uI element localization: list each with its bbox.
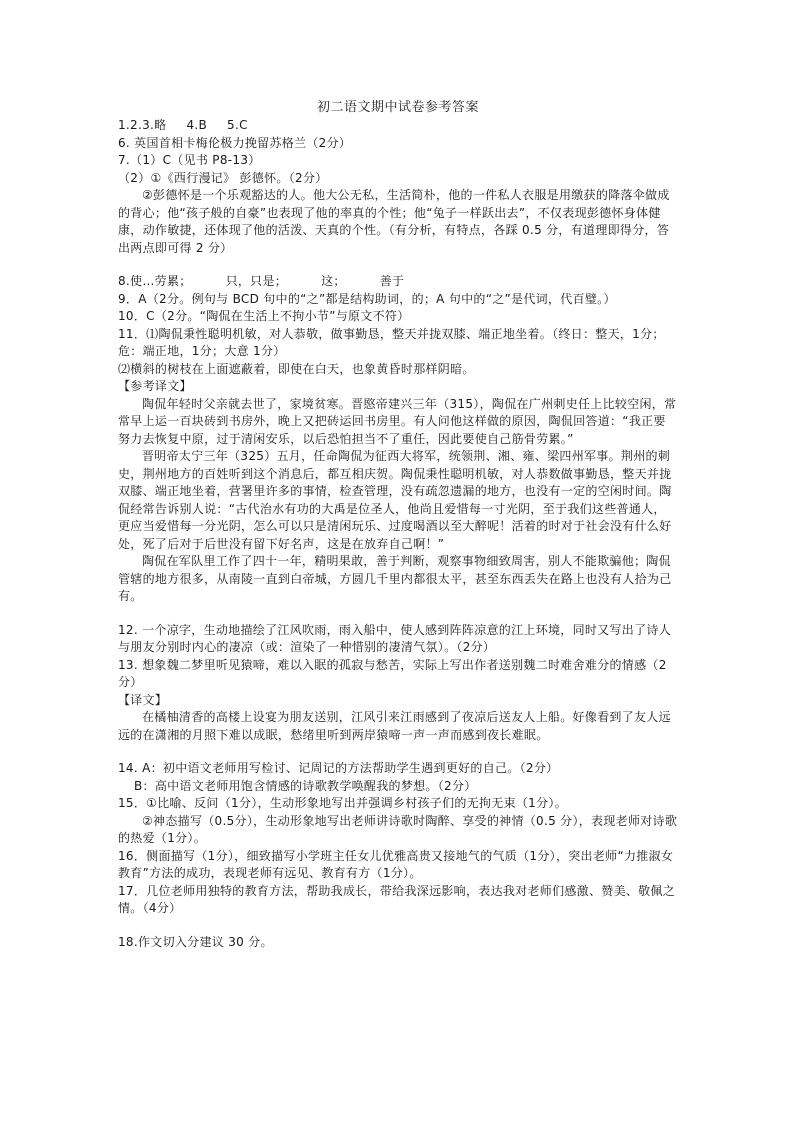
page-title: 初二语文期中试卷参考答案 [316,100,479,115]
answer-1-3: 1.2.3.略 [118,118,167,132]
reference-paragraph-1: 陶侃年轻时父亲就去世了，家境贫寒。晋愍帝建兴三年（315），陶侃在广州刺史任上比较空闲，常常早上运一百块砖到书房外，晚上又把砖运回书房里。有人问他这样做的原因，陶侃回答道：“我正要努力去恢复中原，过于清闲安乐，以后恐怕担当不了重任，因此要使自己筋骨劳累。” [118,396,677,446]
answer-8 [118,273,678,291]
answer-sheet [118,96,678,951]
answer-8-c: 这； [321,274,346,288]
answer-16: 16．侧面描写（1分），细致描写小学班主任女儿优雅高贵又接地气的气质（1分），突出老师“力推淑女教育”方法的成功，表现老师有远见、教育有方（1分）。 [118,848,674,880]
answer-7-2-detail: ②彭德怀是一个乐观豁达的人。他大公无私，生活简朴，他的一件私人衣服是用缴获的降落伞做成的背心；他“孩子般的自豪”也表现了他的率真的个性；他“兔子一样跃出去”，不仅表现彭德怀身体健康，动作敏捷，还体现了他的活泼、天真的个性。（有分析，有特点，各踩 0.5 分，有道理即得分，答出两点即可得 2 分） [118,188,670,255]
answer-17: 17．几位老师用独特的教育方法，帮助我成长，带给我深远影响，表达我对老师们感激、赞美、敬佩之情。（4分） [118,883,676,915]
answer-11-1: 11．⑴陶侃秉性聪明机敏，对人恭敬，做事勤恳，整天并拢双膝、端正地坐着。（终日：整天，1分；危：端正地，1分；大意 1分） [118,326,665,358]
answer-7-2: （2）①《西行漫记》 彭德怀。（2分） [118,170,328,185]
answer-1-5 [118,117,678,135]
answer-14-b: B：高中语文老师用饱含情感的诗歌教学唤醒我的梦想。（2分） [134,778,477,793]
answer-14-a: 14. A：初中语文老师用写检讨、记周记的方法帮助学生遇到更好的自己。（2分） [118,761,559,775]
reference-paragraph-2: 晋明帝太宁三年（325）五月，任命陶侃为征西大将军，统领荆、湘、雍、梁四州军事。荆州的刺史，荆州地方的百姓听到这个消息后，都互相庆贺。陶侃秉性聪明机敏，对人恭数做事勤恳，整天并拢双膝、端正地坐着，营署里许多的事情，检查管理，没有疏忽遗漏的地方，也没有一定的空闲时间。陶侃经常告诉别人说：“古代治水有功的大禹是位圣人，他尚且爱惜每一寸光阴，至于我们这些普通人，更应当爱惜每一分光阴，怎么可以只是清闲玩乐、过度喝酒以至大醉呢！活着的时对于社会没有什么好处，死了后对于后世没有留下好名声，这是在放弃自己啊！” [118,449,672,551]
reference-translation-label: 【参考译文】 [118,379,192,393]
answer-9: 9．A（2分。例句与 BCD 句中的“之”都是结构助词，的；A 句中的“之”是代词，代百璧。） [118,291,616,306]
answer-6: 6. 英国首相卡梅伦极力挽留苏格兰（2分） [118,135,352,150]
answer-12: 12. 一个凉字，生动地描绘了江风吹雨，雨入船中，使人感到阵阵凉意的江上环境，同时又写出了诗人与朋友分别时内心的凄凉（或：渲染了一种惜别的凄清气氛）。（2分） [118,622,672,654]
answer-8-d: 善于 [379,274,405,288]
answer-8-a: 8.使…劳累； [118,274,192,288]
translation-paragraph: 在橘柚清香的高楼上设宴为朋友送别，江风引来江雨感到了夜凉后送友人上船。好像看到了友人远远的在潇湘的月照下难以成眠，愁绪里听到两岸猿啼一声一声而感到夜长难眠。 [118,710,671,742]
translation-label: 【译文】 [118,692,168,707]
answer-18: 18.作文切入分建议 30 分。 [118,934,273,949]
answer-4: 4.B [186,118,208,132]
answer-8-b: 只，只是； [225,274,288,288]
answer-11-2: ⑵横斜的树枝在上面遮蔽着，即使在白天，也象黄昏时那样阴暗。 [118,361,475,376]
answer-15-1: 15．①比喻、反问（1分），生动形象地写出并强调乡村孩子们的无拘无束（1分）。 [118,796,567,810]
answer-13: 13. 想象魏二梦里听见猿啼，难以入眠的孤寂与愁苦，实际上写出作者送别魏二时难舍难分的情感（2分） [118,657,667,689]
answer-7-1: 7.（1）C（见书 P8-13） [118,153,261,167]
answer-15-2: ②神态描写（0.5分），生动形象地写出老师讲诗歌时陶醉、享受的神情（0.5 分），表现老师对诗歌的热爱（1分）。 [118,813,678,845]
answer-10: 10．C（2分。“陶侃在生活上不拘小节”与原文不符） [118,309,410,323]
answer-5: 5.C [227,118,248,132]
reference-paragraph-3: 陶侃在军队里工作了四十一年，精明果敢，善于判断，观察事物细致周害，别人不能欺骗他；陶侃管辖的地方很多，从南陵一直到白帝城，方圆几千里内都很太平，甚至东西丢失在路上也没有人拾为己有。 [118,554,672,603]
